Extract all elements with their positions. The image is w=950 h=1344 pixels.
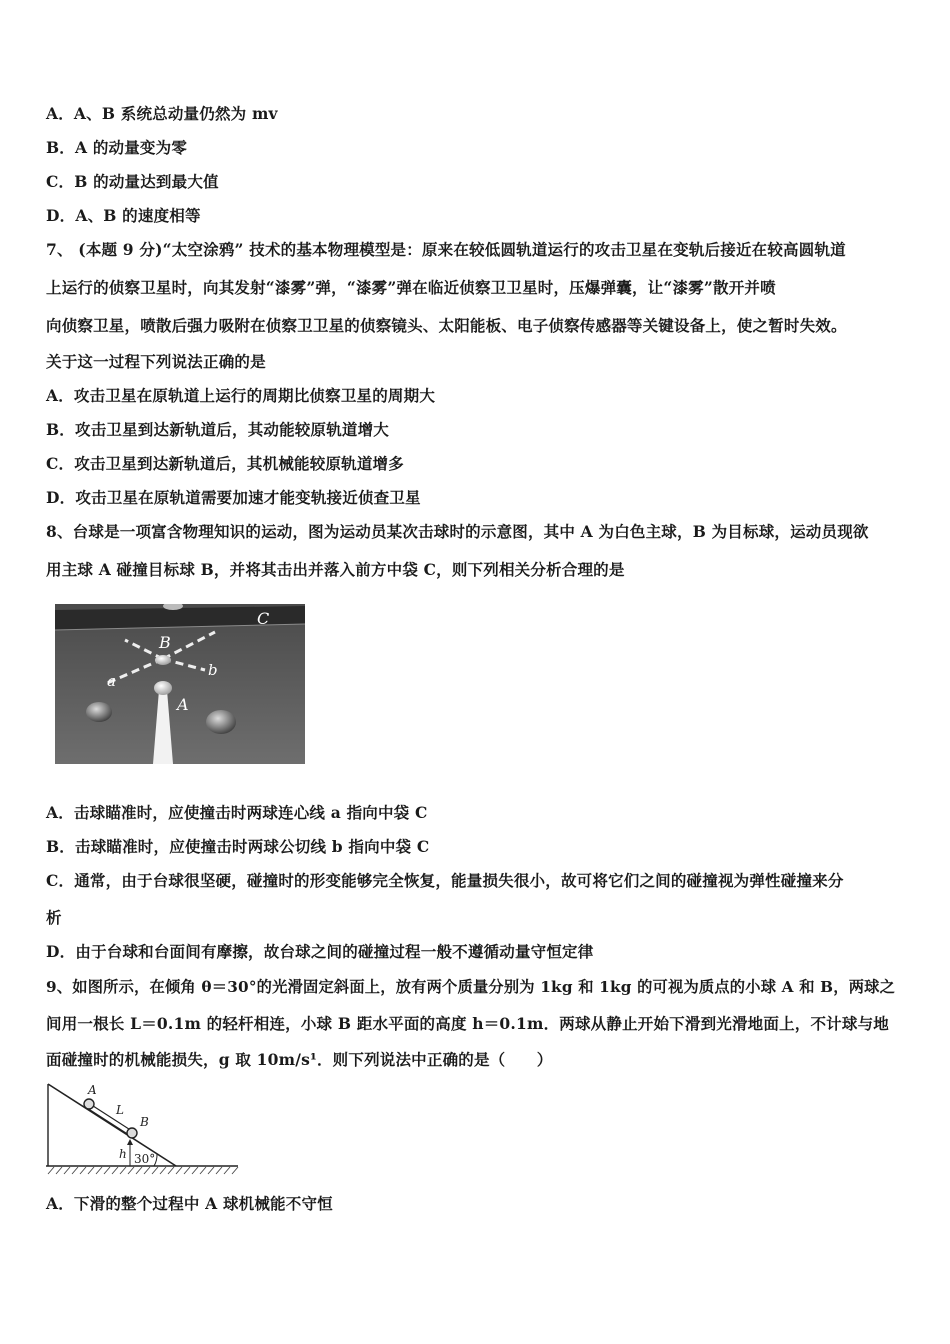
q6-option-b: B．A 的动量变为零	[46, 138, 188, 157]
q7-option-d: D．攻击卫星在原轨道需要加速才能变轨接近侦查卫星	[46, 488, 421, 507]
q7-option-a: A．攻击卫星在原轨道上运行的周期比侦察卫星的周期大	[46, 386, 436, 405]
label-line-b: b	[208, 661, 218, 679]
q8-option-c-line-1: C．通常，由于台球很坚硬，碰撞时的形变能够完全恢复，能量损失很小，故可将它们之间的碰撞视为弹性碰撞来分	[46, 871, 844, 890]
ball-left	[86, 702, 112, 722]
q9-stem-line-1: 9、如图所示，在倾角 θ＝30°的光滑固定斜面上，放有两个质量分别为 1kg 和 1kg 的可视为质点的小球 A 和 B，两球之	[46, 978, 896, 996]
q9-option-a: A．下滑的整个过程中 A 球机械能不守恒	[46, 1194, 333, 1213]
q7-option-b: B．攻击卫星到达新轨道后，其动能较原轨道增大	[46, 420, 390, 439]
label-angle: 30°	[134, 1152, 156, 1166]
label-height-h: h	[119, 1147, 127, 1161]
label-a: A	[177, 695, 189, 714]
q7-stem-line-3: 向侦察卫星，喷散后强力吸附在侦察卫卫星的侦察镜头、太阳能板、电子侦察传感器等关键设备上，使之暂时失效。	[46, 316, 847, 335]
ball-a	[154, 681, 172, 695]
q8-option-d: D．由于台球和台面间有摩擦，故台球之间的碰撞过程一般不遵循动量守恒定律	[46, 942, 594, 961]
q7-stem-line-4: 关于这一过程下列说法正确的是	[46, 352, 266, 371]
q8-option-a: A．击球瞄准时，应使撞击时两球连心线 a 指向中袋 C	[46, 803, 428, 822]
ball-b	[127, 1128, 137, 1138]
q8-stem-line-1: 8、台球是一项富含物理知识的运动，图为运动员某次击球时的示意图，其中 A 为白色主球，B 为目标球，运动员现欲	[46, 522, 869, 541]
q6-option-c: C．B 的动量达到最大值	[46, 172, 219, 191]
ball-right	[206, 710, 236, 734]
label-line-a: a	[107, 672, 116, 690]
q9-stem-line-2: 间用一根长 L＝0.1m 的轻杆相连，小球 B 距水平面的高度 h＝0.1m．两球从静止开始下滑到光滑地面上，不计球与地	[46, 1014, 889, 1033]
q9-stem-line-3: 面碰撞时的机械能损失，g 取 10m/s¹．则下列说法中正确的是（ ）	[46, 1050, 553, 1069]
label-c: C	[257, 609, 270, 628]
label-ball-b: B	[140, 1115, 149, 1129]
label-rod-l: L	[116, 1103, 124, 1117]
rod-upper	[90, 1104, 132, 1131]
q7-stem-line-1: 7、 (本题 9 分)“太空涂鸦” 技术的基本物理模型是：原来在较低圆轨道运行的攻击卫星在变轨后接近在较高圆轨道	[46, 240, 846, 259]
ball-b	[155, 655, 171, 665]
label-ball-a: A	[88, 1083, 97, 1097]
q8-option-b: B．击球瞄准时，应使撞击时两球公切线 b 指向中袋 C	[46, 837, 430, 856]
q7-option-c: C．攻击卫星到达新轨道后，其机械能较原轨道增多	[46, 454, 404, 473]
billiards-figure	[55, 604, 305, 764]
q7-stem-line-2: 上运行的侦察卫星时，向其发射“漆雾”弹，“漆雾”弹在临近侦察卫卫星时，压爆弹囊，让“漆雾”散开并喷	[46, 278, 776, 297]
q6-option-d: D．A、B 的速度相等	[46, 206, 201, 225]
q8-option-c-line-2: 析	[46, 908, 62, 927]
incline-figure	[44, 1080, 240, 1176]
incline-line	[48, 1084, 176, 1166]
q8-stem-line-2: 用主球 A 碰撞目标球 B，并将其击出并落入前方中袋 C，则下列相关分析合理的是	[46, 560, 625, 579]
ground-hatching	[48, 1167, 238, 1174]
height-arrow-up	[127, 1139, 133, 1145]
q6-option-a: A．A、B 系统总动量仍然为 mv	[46, 104, 278, 123]
label-b: B	[159, 633, 171, 652]
ball-a	[84, 1099, 94, 1109]
